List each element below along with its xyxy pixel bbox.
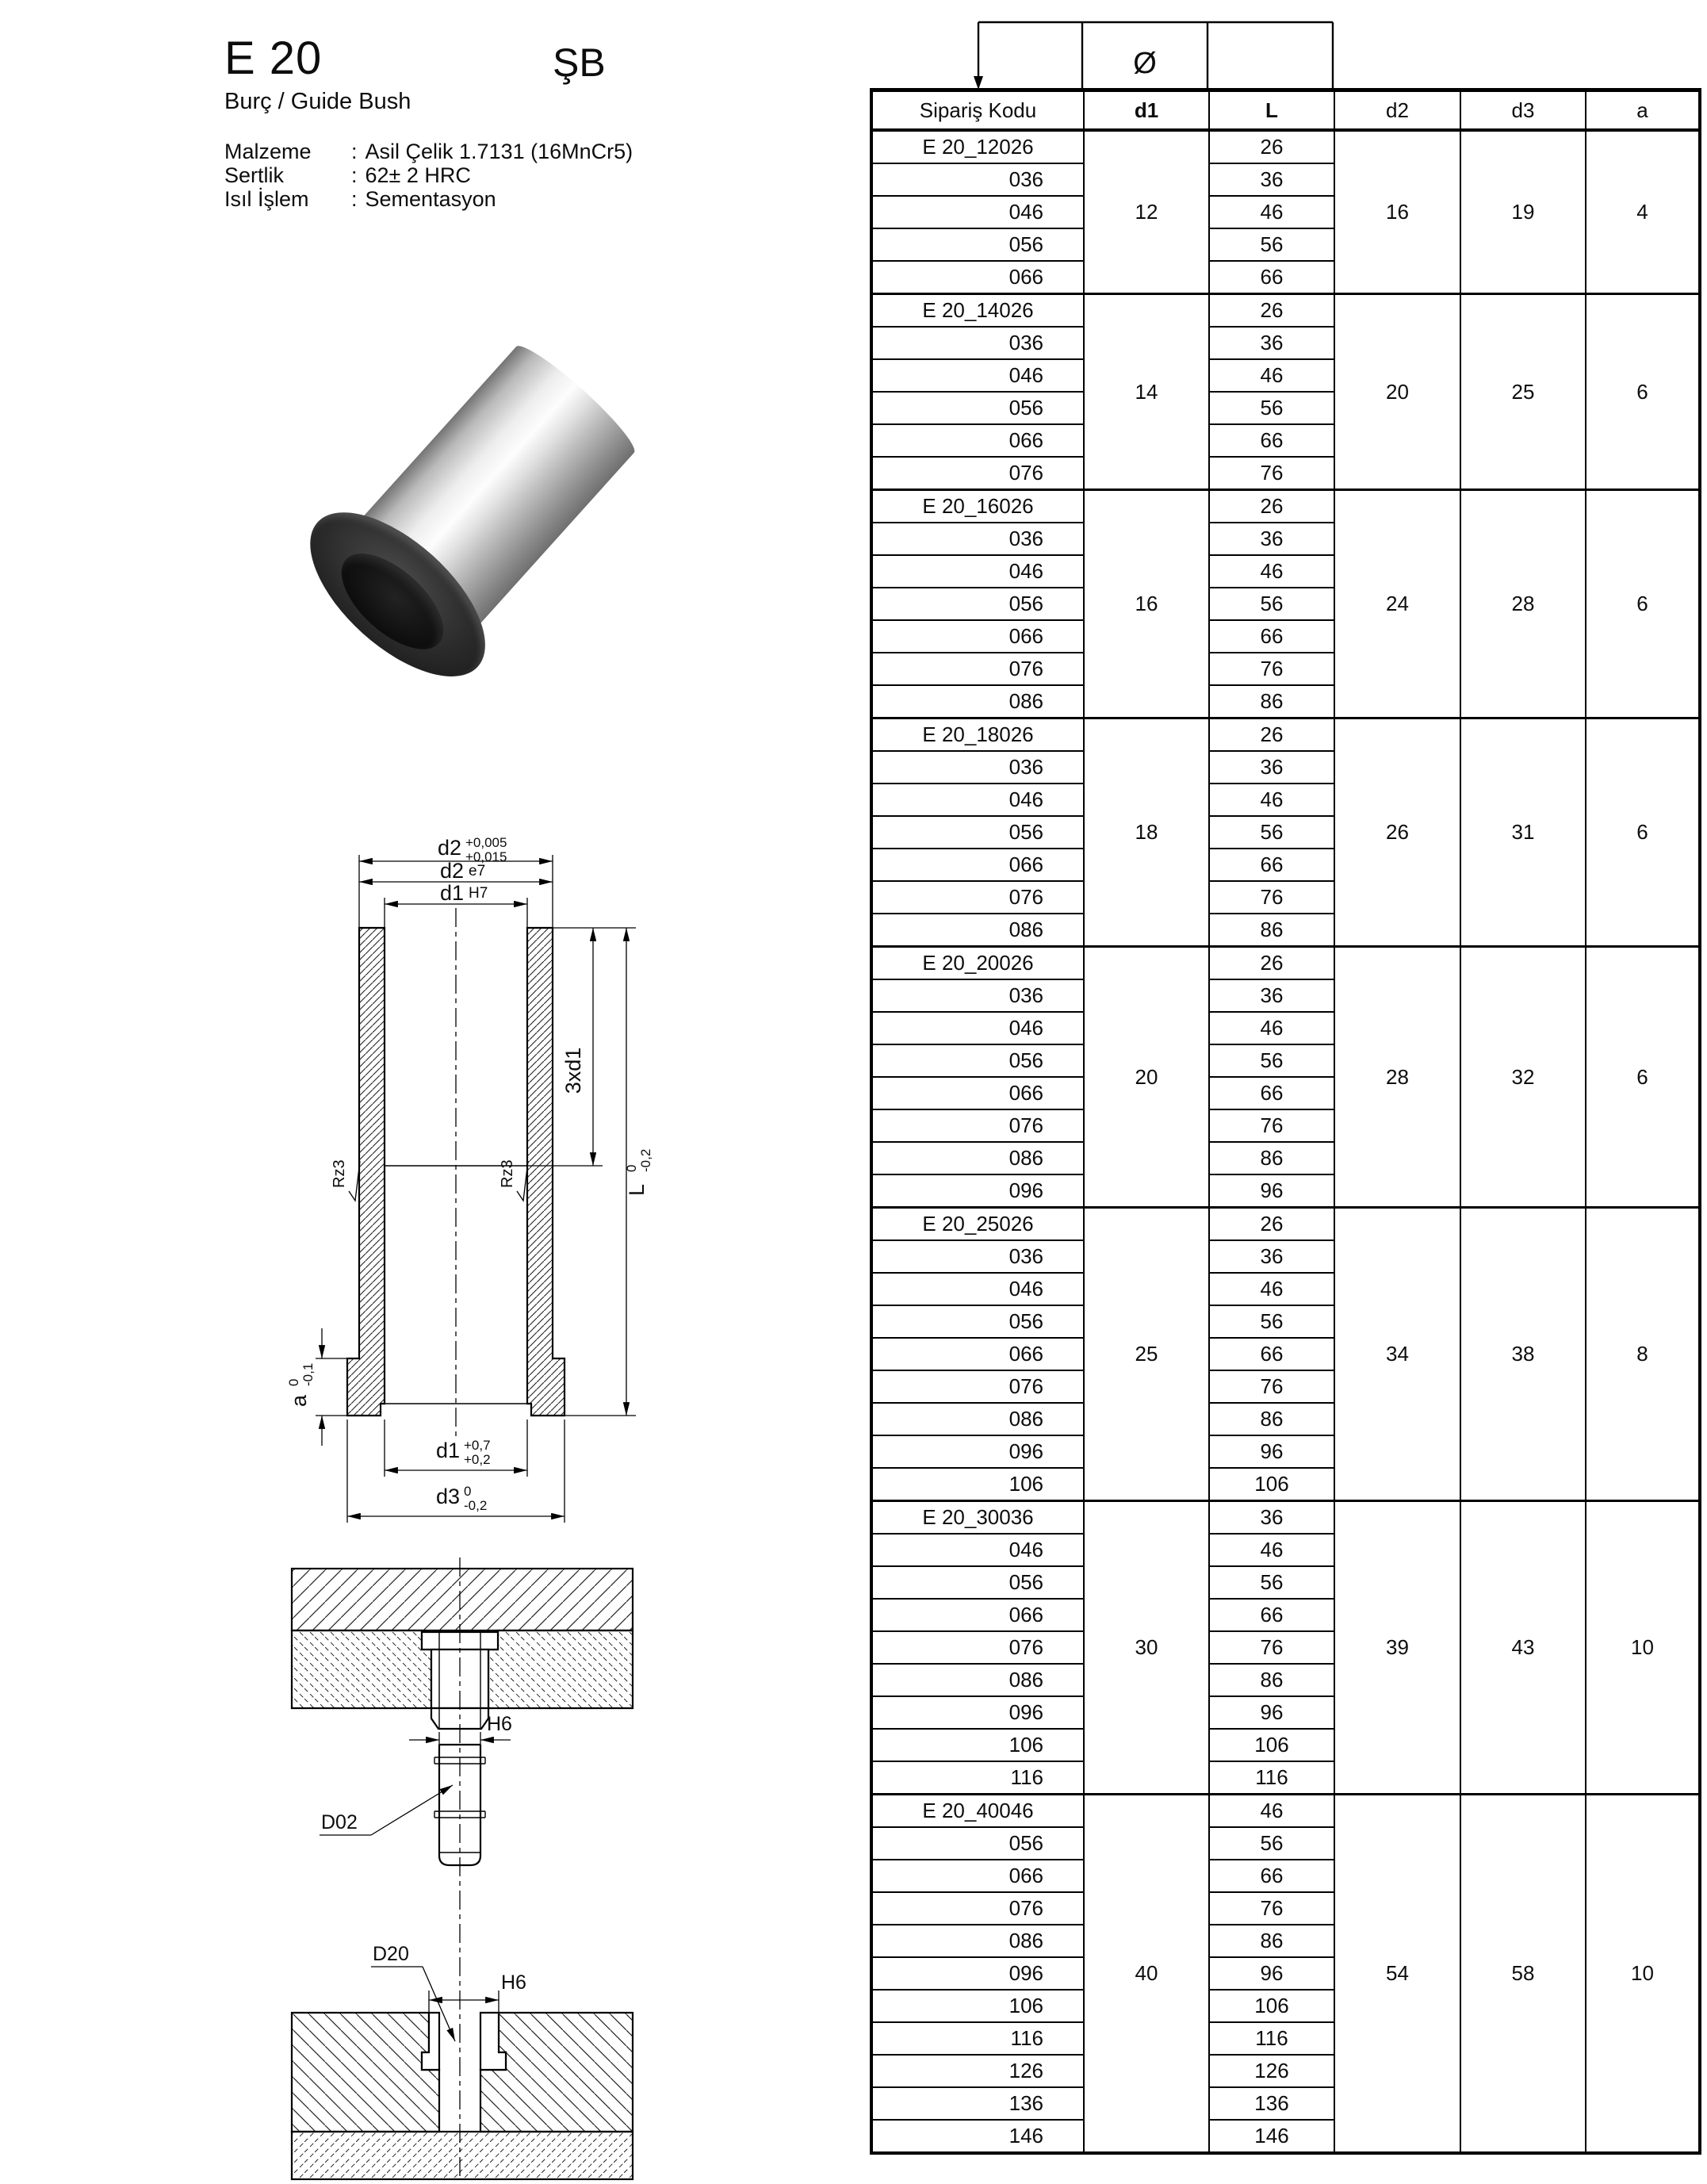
length-cell: 36 [1209, 979, 1334, 1012]
length-cell: 46 [1209, 555, 1334, 588]
dim-length-tolerance [624, 1149, 653, 1196]
order-code-suffix-cell: 056 [871, 1827, 1084, 1860]
d3-cell: 25 [1460, 294, 1586, 490]
top-plate-lower-right [488, 1630, 633, 1708]
order-code-suffix-cell: 076 [871, 881, 1084, 914]
code-pointer-arrow [974, 22, 983, 90]
a-cell: 6 [1586, 490, 1700, 718]
svg-text:+0,005: +0,005 [465, 835, 507, 850]
svg-text:D02: D02 [321, 1811, 358, 1833]
order-code-suffix-cell: 036 [871, 751, 1084, 784]
length-cell: 56 [1209, 816, 1334, 849]
length-cell: 46 [1209, 1534, 1334, 1566]
length-cell: 56 [1209, 1566, 1334, 1599]
d2-cell: 16 [1334, 130, 1460, 294]
length-cell: 56 [1209, 1827, 1334, 1860]
d2-cell: 26 [1334, 718, 1460, 947]
length-cell: 26 [1209, 718, 1334, 752]
order-code-suffix-cell: 046 [871, 1012, 1084, 1044]
fit-label-lower: H6 [501, 1971, 526, 1994]
order-code-suffix-cell: 126 [871, 2055, 1084, 2087]
length-cell: 106 [1209, 1729, 1334, 1761]
svg-text:Rz3: Rz3 [331, 1159, 348, 1188]
dim-d3-tolerance [436, 1484, 487, 1513]
order-code-cell: E 20_14026 [871, 294, 1084, 328]
length-cell: 66 [1209, 1599, 1334, 1631]
bottom-plate-base [292, 2132, 633, 2179]
order-code-suffix-cell: 146 [871, 2120, 1084, 2153]
order-code-cell: E 20_18026 [871, 718, 1084, 752]
d3-cell: 32 [1460, 947, 1586, 1208]
a-cell: 10 [1586, 1501, 1700, 1795]
length-cell: 56 [1209, 228, 1334, 261]
d2-cell: 20 [1334, 294, 1460, 490]
length-cell: 56 [1209, 1044, 1334, 1077]
order-code-suffix-cell: 106 [871, 1468, 1084, 1501]
order-code-cell: E 20_40046 [871, 1795, 1084, 1828]
order-code-suffix-cell: 116 [871, 1761, 1084, 1795]
order-code-suffix-cell: 096 [871, 1435, 1084, 1468]
col-header-d1: d1 [1084, 90, 1209, 131]
dim-flange-tolerance [286, 1363, 316, 1407]
order-code-suffix-cell: 056 [871, 1305, 1084, 1338]
product-photo [292, 327, 634, 679]
bush-left-wall [347, 928, 385, 1416]
length-cell: 56 [1209, 1305, 1334, 1338]
svg-text:d3: d3 [435, 1485, 460, 1508]
length-cell: 76 [1209, 1370, 1334, 1403]
length-cell: 46 [1209, 196, 1334, 228]
bottom-plate-right [480, 2013, 633, 2132]
svg-text:e7: e7 [469, 863, 486, 879]
spec-row-heat-treatment: Isıl İşlem : Sementasyon [224, 187, 496, 211]
material-specs [224, 140, 633, 211]
order-code-suffix-cell: 086 [871, 1403, 1084, 1435]
length-cell: 66 [1209, 261, 1334, 294]
length-cell: 136 [1209, 2087, 1334, 2120]
length-cell: 56 [1209, 392, 1334, 424]
d3-cell: 38 [1460, 1208, 1586, 1501]
d1-cell: 25 [1084, 1208, 1209, 1501]
col-header-a: a [1586, 90, 1700, 131]
length-cell: 46 [1209, 1273, 1334, 1305]
length-cell: 46 [1209, 1012, 1334, 1044]
length-cell: 76 [1209, 1631, 1334, 1664]
d3-cell: 43 [1460, 1501, 1586, 1795]
length-cell: 36 [1209, 751, 1334, 784]
order-code-suffix-cell: 086 [871, 1925, 1084, 1957]
a-cell: 6 [1586, 947, 1700, 1208]
length-cell: 86 [1209, 1925, 1334, 1957]
length-cell: 76 [1209, 1109, 1334, 1142]
spec-label: Malzeme [224, 140, 312, 163]
table-row [871, 130, 1700, 163]
order-code-suffix-cell: 096 [871, 1696, 1084, 1729]
order-code-suffix-cell: 116 [871, 2022, 1084, 2055]
length-cell: 66 [1209, 1338, 1334, 1370]
order-code-suffix-cell: 076 [871, 457, 1084, 490]
table-row [871, 718, 1700, 752]
bush-right-wall [527, 928, 565, 1416]
d3-cell: 19 [1460, 130, 1586, 294]
svg-text:d2: d2 [437, 836, 461, 860]
d2-cell: 24 [1334, 490, 1460, 718]
order-code-suffix-cell: 046 [871, 359, 1084, 392]
series-label: ŞB [553, 40, 606, 85]
svg-text:L: L [625, 1183, 649, 1196]
order-code-suffix-cell: 036 [871, 979, 1084, 1012]
d2-cell: 39 [1334, 1501, 1460, 1795]
a-cell: 8 [1586, 1208, 1700, 1501]
table-row [871, 947, 1700, 980]
order-code-suffix-cell: 046 [871, 784, 1084, 816]
a-cell: 10 [1586, 1795, 1700, 2154]
length-cell: 86 [1209, 685, 1334, 718]
order-code-suffix-cell: 056 [871, 816, 1084, 849]
a-cell: 6 [1586, 718, 1700, 947]
section-drawing [159, 833, 653, 1546]
dim-guide-length [561, 1048, 585, 1094]
length-cell: 86 [1209, 1142, 1334, 1174]
length-cell: 26 [1209, 1208, 1334, 1241]
length-cell: 76 [1209, 881, 1334, 914]
order-code-cell: E 20_20026 [871, 947, 1084, 980]
table-row [871, 1208, 1700, 1241]
order-code-suffix-cell: 106 [871, 1729, 1084, 1761]
dim-d1-tolerance [436, 1438, 491, 1467]
d2-cell: 34 [1334, 1208, 1460, 1501]
length-cell: 66 [1209, 849, 1334, 881]
length-cell: 26 [1209, 947, 1334, 980]
order-code-suffix-cell: 046 [871, 1273, 1084, 1305]
svg-text:+0,015: +0,015 [465, 849, 507, 864]
d3-cell: 28 [1460, 490, 1586, 718]
length-cell: 76 [1209, 653, 1334, 685]
length-cell: 106 [1209, 1468, 1334, 1501]
d2-cell: 54 [1334, 1795, 1460, 2154]
col-header-d3: d3 [1460, 90, 1586, 131]
order-code-suffix-cell: 036 [871, 523, 1084, 555]
d2-cell: 28 [1334, 947, 1460, 1208]
col-header-L: L [1209, 90, 1334, 131]
order-code-suffix-cell: 066 [871, 1338, 1084, 1370]
col-header-d2: d2 [1334, 90, 1460, 131]
order-code-suffix-cell: 076 [871, 1370, 1084, 1403]
table-preheader [870, 14, 1698, 90]
order-code-suffix-cell: 066 [871, 424, 1084, 457]
svg-text:a: a [287, 1394, 311, 1407]
svg-text:3xd1: 3xd1 [561, 1047, 585, 1094]
order-code-suffix-cell: 056 [871, 1566, 1084, 1599]
svg-text:d2: d2 [439, 859, 464, 883]
length-cell: 86 [1209, 1403, 1334, 1435]
a-cell: 6 [1586, 294, 1700, 490]
order-spec-table [870, 88, 1701, 2155]
order-code-cell: E 20_12026 [871, 130, 1084, 163]
length-cell: 116 [1209, 1761, 1334, 1795]
length-cell: 46 [1209, 1795, 1334, 1828]
product-name: Burç / Guide Bush [224, 89, 411, 114]
spec-label: Isıl İşlem [224, 187, 309, 211]
table-row [871, 294, 1700, 328]
d1-cell: 20 [1084, 947, 1209, 1208]
order-code-suffix-cell: 046 [871, 1534, 1084, 1566]
length-cell: 26 [1209, 130, 1334, 163]
length-cell: 36 [1209, 163, 1334, 196]
svg-text:+0,7: +0,7 [464, 1438, 491, 1453]
order-code-cell: E 20_16026 [871, 490, 1084, 523]
d1-cell: 12 [1084, 130, 1209, 294]
svg-text:-0,2: -0,2 [464, 1498, 488, 1513]
d1-cell: 40 [1084, 1795, 1209, 2154]
bush-3d [260, 296, 661, 703]
order-code-suffix-cell: 056 [871, 228, 1084, 261]
order-code-suffix-cell: 096 [871, 1174, 1084, 1208]
svg-text:Rz3: Rz3 [499, 1159, 516, 1188]
order-code-suffix-cell: 036 [871, 327, 1084, 359]
length-cell: 46 [1209, 784, 1334, 816]
spec-row-hardness: Sertlik : 62± 2 HRC [224, 163, 471, 187]
col-header-order-code: Sipariş Kodu [871, 90, 1084, 131]
order-code-suffix-cell: 066 [871, 1077, 1084, 1109]
table-header [871, 90, 1700, 131]
table-row [871, 490, 1700, 523]
table-row [871, 1501, 1700, 1535]
length-cell: 96 [1209, 1174, 1334, 1208]
a-cell: 4 [1586, 130, 1700, 294]
length-cell: 86 [1209, 1664, 1334, 1696]
order-code-cell: E 20_30036 [871, 1501, 1084, 1535]
length-cell: 66 [1209, 1860, 1334, 1892]
order-code-suffix-cell: 056 [871, 1044, 1084, 1077]
order-code-suffix-cell: 036 [871, 1240, 1084, 1273]
order-code-suffix-cell: 076 [871, 1892, 1084, 1925]
svg-text:-0,2: -0,2 [638, 1148, 653, 1172]
order-code-suffix-cell: 086 [871, 1664, 1084, 1696]
svg-text:D20: D20 [373, 1943, 409, 1965]
length-cell: 96 [1209, 1957, 1334, 1990]
spec-row-material: Malzeme : Asil Çelik 1.7131 (16MnCr5) [224, 140, 633, 163]
d1-cell: 30 [1084, 1501, 1209, 1795]
product-code: E 20 [224, 33, 323, 84]
diameter-symbol: Ø [1133, 47, 1157, 80]
order-code-suffix-cell: 106 [871, 1990, 1084, 2022]
length-cell: 36 [1209, 1501, 1334, 1535]
order-code-suffix-cell: 066 [871, 620, 1084, 653]
svg-text:-0,1: -0,1 [300, 1362, 316, 1386]
svg-text:0: 0 [464, 1484, 472, 1499]
length-cell: 66 [1209, 1077, 1334, 1109]
order-code-suffix-cell: 046 [871, 555, 1084, 588]
length-cell: 86 [1209, 914, 1334, 947]
order-code-suffix-cell: 086 [871, 685, 1084, 718]
header-row [871, 90, 1700, 131]
d3-cell: 58 [1460, 1795, 1586, 2154]
dim-d1-fit [440, 881, 488, 905]
bottom-plate-left [292, 2013, 439, 2132]
length-cell: 126 [1209, 2055, 1334, 2087]
length-cell: 116 [1209, 2022, 1334, 2055]
roughness-symbol-left [331, 1159, 360, 1201]
top-plate-upper [292, 1569, 633, 1630]
order-code-suffix-cell: 086 [871, 1142, 1084, 1174]
order-code-suffix-cell: 096 [871, 1957, 1084, 1990]
length-cell: 76 [1209, 457, 1334, 490]
d1-cell: 14 [1084, 294, 1209, 490]
top-plate-lower-left [292, 1630, 431, 1708]
assembly-drawing [119, 1554, 761, 2184]
length-cell: 66 [1209, 424, 1334, 457]
table-row [871, 1795, 1700, 1828]
length-cell: 26 [1209, 490, 1334, 523]
length-cell: 146 [1209, 2120, 1334, 2153]
svg-text:H7: H7 [469, 885, 488, 902]
spec-value: Asil Çelik 1.7131 (16MnCr5) [365, 140, 633, 163]
length-cell: 36 [1209, 523, 1334, 555]
order-code-suffix-cell: 066 [871, 849, 1084, 881]
spec-label: Sertlik [224, 163, 285, 187]
svg-text:d1: d1 [439, 881, 464, 905]
order-code-suffix-cell: 076 [871, 1631, 1084, 1664]
order-code-cell: E 20_25026 [871, 1208, 1084, 1241]
svg-text:d1: d1 [435, 1439, 460, 1462]
length-cell: 96 [1209, 1435, 1334, 1468]
order-code-suffix-cell: 076 [871, 1109, 1084, 1142]
order-code-suffix-cell: 076 [871, 653, 1084, 685]
length-cell: 56 [1209, 588, 1334, 620]
fit-label-upper: H6 [487, 1713, 512, 1735]
svg-text:0: 0 [624, 1164, 639, 1172]
order-code-suffix-cell: 066 [871, 1599, 1084, 1631]
length-cell: 46 [1209, 359, 1334, 392]
length-cell: 26 [1209, 294, 1334, 328]
d1-cell: 18 [1084, 718, 1209, 947]
svg-text:+0,2: +0,2 [464, 1452, 491, 1467]
d1-cell: 16 [1084, 490, 1209, 718]
length-cell: 106 [1209, 1990, 1334, 2022]
order-code-suffix-cell: 086 [871, 914, 1084, 947]
length-cell: 36 [1209, 327, 1334, 359]
d3-cell: 31 [1460, 718, 1586, 947]
dim-d2-fit [440, 859, 485, 883]
length-cell: 96 [1209, 1696, 1334, 1729]
order-code-suffix-cell: 056 [871, 588, 1084, 620]
length-cell: 36 [1209, 1240, 1334, 1273]
length-cell: 66 [1209, 620, 1334, 653]
order-code-suffix-cell: 036 [871, 163, 1084, 196]
order-code-suffix-cell: 136 [871, 2087, 1084, 2120]
pin-callout [320, 1785, 453, 1835]
order-code-suffix-cell: 066 [871, 261, 1084, 294]
order-code-suffix-cell: 066 [871, 1860, 1084, 1892]
svg-text:0: 0 [286, 1378, 301, 1386]
spec-value: 62± 2 HRC [365, 163, 471, 187]
order-code-suffix-cell: 046 [871, 196, 1084, 228]
length-cell: 76 [1209, 1892, 1334, 1925]
order-code-suffix-cell: 056 [871, 392, 1084, 424]
spec-value: Sementasyon [365, 187, 496, 211]
